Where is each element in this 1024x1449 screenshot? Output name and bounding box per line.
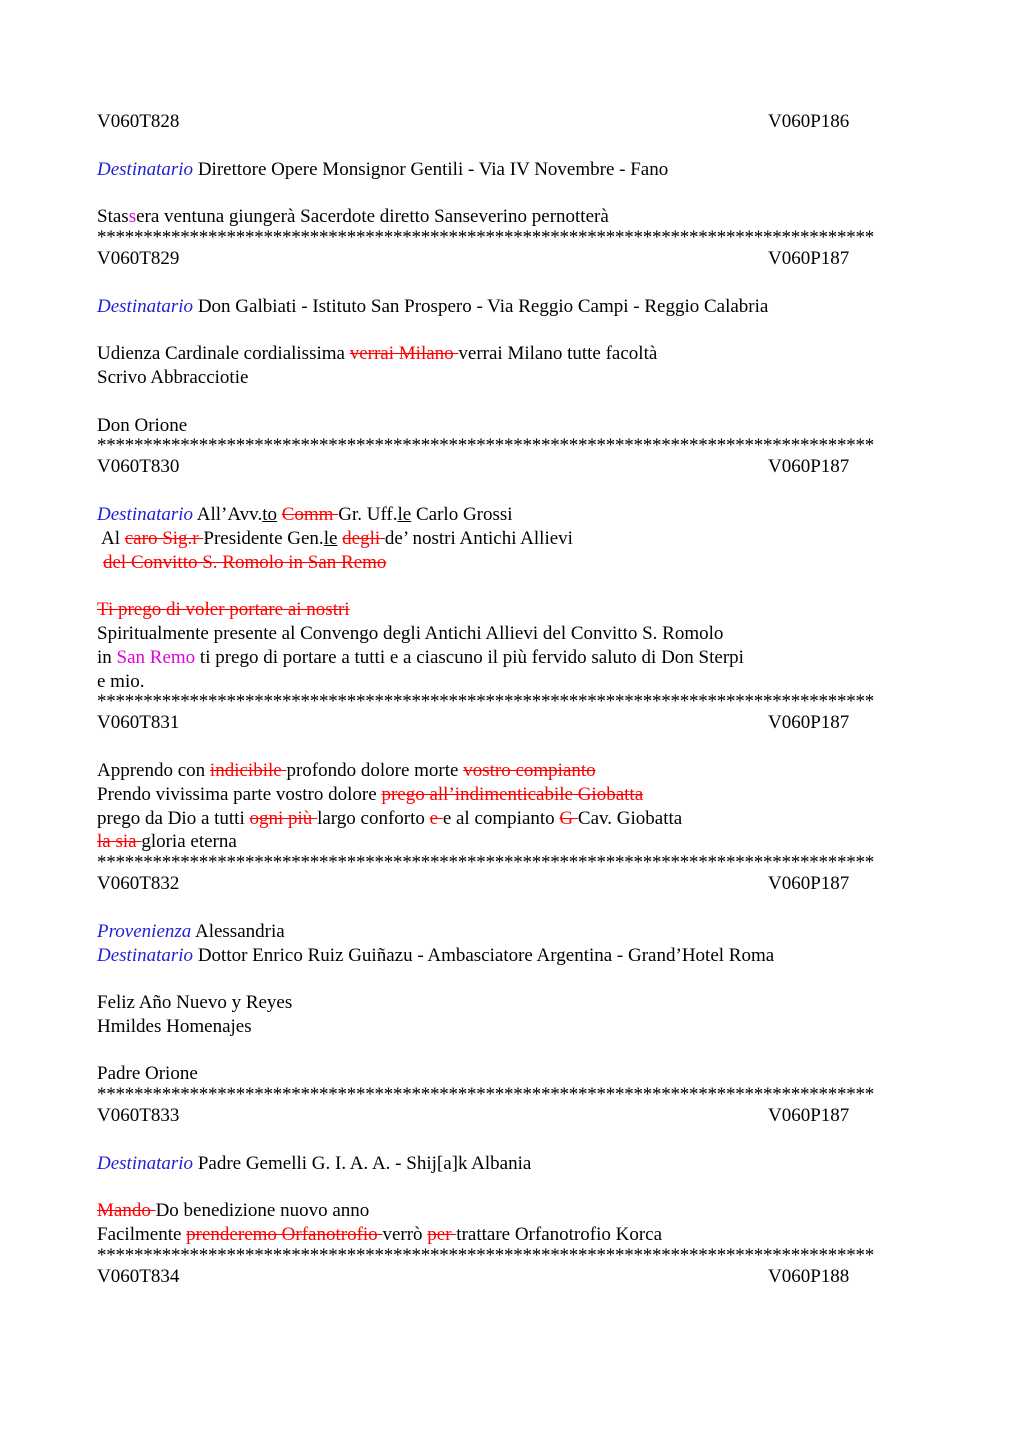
telegram-text: la sia gloria eterna xyxy=(97,831,237,853)
recipient-line: Al caro Sig.r Presidente Gen.le degli de’ nostri Antichi Allievi xyxy=(101,527,573,549)
telegram-text: prego da Dio a tutti ogni più largo conforto e e al compianto G Cav. Giobatta xyxy=(97,807,683,829)
telegram-text: Udienza Cardinale cordialissima verrai Milano verrai Milano tutte facoltà xyxy=(97,343,658,365)
entry-header xyxy=(97,872,927,896)
telegram-text: Prendo vivissima parte vostro dolore prego all’indimenticabile Giobatta xyxy=(97,783,644,805)
entry-header xyxy=(97,110,927,134)
signature: Padre Orione xyxy=(97,1063,198,1085)
telegram-code: V060T831 xyxy=(97,712,180,734)
origin-line: Provenienza Alessandria xyxy=(97,920,285,942)
page-code: V060P186 xyxy=(768,111,850,132)
telegram-code: V060T833 xyxy=(97,1105,180,1127)
telegram-text: Feliz Año Nuevo y Reyes xyxy=(97,992,293,1014)
telegram-text: Facilmente prenderemo Orfanotrofio verrò per trattare Orfanotrofio Korca xyxy=(97,1224,663,1246)
separator: ************************************************************************************ xyxy=(97,228,874,247)
telegram-text: Ti prego di voler portare ai nostri xyxy=(97,599,350,621)
separator: ************************************************************************************ xyxy=(97,437,874,456)
telegram-code: V060T832 xyxy=(97,873,180,895)
recipient-line: Destinatario Dottor Enrico Ruiz Guiñazu - Ambasciatore Argentina - Grand’Hotel Roma xyxy=(97,944,775,966)
separator: ************************************************************************************ xyxy=(97,693,874,712)
entry-header xyxy=(97,1104,927,1128)
entry-header xyxy=(97,247,927,271)
telegram-text: Hmildes Homenajes xyxy=(97,1015,252,1037)
recipient-line: Destinatario All’Avv.to Comm Gr. Uff.le Carlo Grossi xyxy=(97,503,513,525)
signature: Don Orione xyxy=(97,414,188,436)
telegram-code: V060T828 xyxy=(97,111,180,132)
page-code: V060P187 xyxy=(768,873,850,895)
separator: ************************************************************************************ xyxy=(97,1086,874,1105)
telegram-code: V060T834 xyxy=(97,1266,180,1288)
recipient-line: del Convitto S. Romolo in San Remo xyxy=(103,551,387,573)
telegram-text: Stassera ventuna giungerà Sacerdote diretto Sanseverino pernotterà xyxy=(97,206,609,228)
entry-header xyxy=(97,711,927,735)
telegram-code: V060T830 xyxy=(97,456,180,478)
separator: ************************************************************************************ xyxy=(97,1247,874,1266)
telegram-text: in San Remo ti prego di portare a tutti e a ciascuno il più fervido saluto di Don Sterpi xyxy=(97,646,744,668)
recipient-line: Destinatario Direttore Opere Monsignor Gentili - Via IV Novembre - Fano xyxy=(97,158,669,180)
page-code: V060P188 xyxy=(768,1266,850,1288)
telegram-text: Mando Do benedizione nuovo anno xyxy=(97,1200,370,1222)
telegram-text: e mio. xyxy=(97,670,145,692)
telegram-text: Scrivo Abbracciotie xyxy=(97,366,249,388)
entry-header xyxy=(97,455,927,479)
page-code: V060P187 xyxy=(768,712,850,734)
page-code: V060P187 xyxy=(768,247,850,269)
page-code: V060P187 xyxy=(768,456,850,478)
telegram-code: V060T829 xyxy=(97,247,180,269)
page-code: V060P187 xyxy=(768,1105,850,1127)
entry-header xyxy=(97,1265,927,1289)
separator: ************************************************************************************ xyxy=(97,854,874,873)
telegram-text: Apprendo con indicibile profondo dolore morte vostro compianto xyxy=(97,759,596,781)
recipient-line: Destinatario Don Galbiati - Istituto San Prospero - Via Reggio Campi - Reggio Calabria xyxy=(97,295,769,317)
document-page xyxy=(97,110,927,1289)
telegram-text: Spiritualmente presente al Convengo degli Antichi Allievi del Convitto S. Romolo xyxy=(97,622,724,644)
recipient-line: Destinatario Padre Gemelli G. I. A. A. - Shij[a]k Albania xyxy=(97,1152,532,1174)
